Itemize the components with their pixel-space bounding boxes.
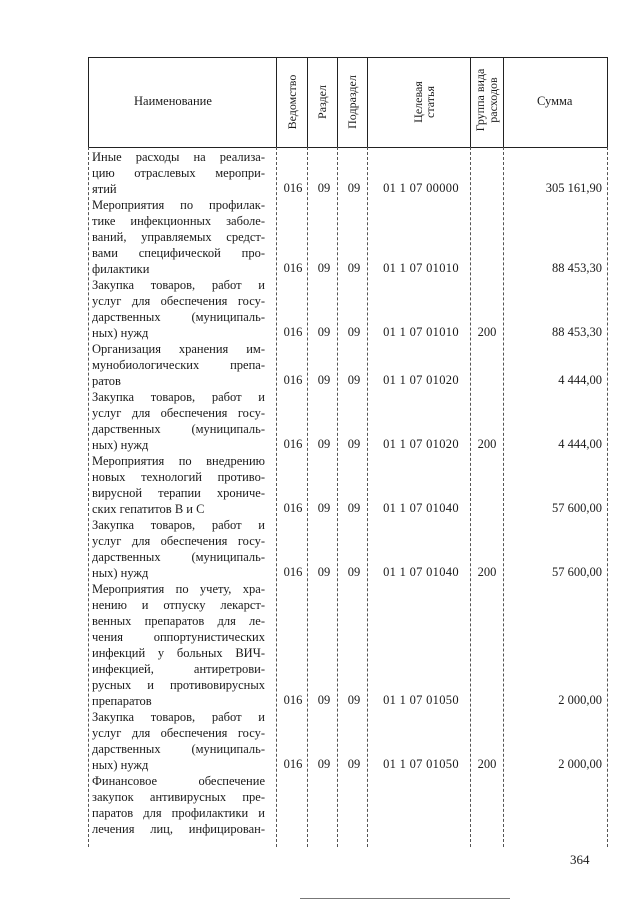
cell-gruppa: 200 (477, 325, 497, 339)
header-gruppa-line1: Группа вида (473, 68, 487, 132)
header-razdel: Раздел (315, 85, 329, 119)
row-name-line: мунобиологических препа- (92, 358, 265, 372)
row-name-line: нению и отпуску лекарст- (92, 598, 265, 612)
cell-podrazdel: 09 (347, 757, 361, 771)
cell-podrazdel: 09 (347, 437, 361, 451)
cell-celevaya: 01 1 07 01010 (383, 261, 459, 275)
cell-celevaya: 01 1 07 01050 (383, 693, 459, 707)
row-name-line: цию отраслевых меропри- (92, 166, 265, 180)
cell-podrazdel: 09 (347, 181, 361, 195)
row-name-line: Иные расходы на реализа- (92, 150, 265, 164)
cell-razdel: 09 (317, 693, 331, 707)
column-divider (307, 57, 308, 147)
row-name-line: ятий (92, 182, 117, 196)
cell-vedomstvo: 016 (283, 181, 303, 195)
cell-razdel: 09 (317, 181, 331, 195)
cell-summa: 88 453,30 (552, 261, 602, 275)
cell-razdel: 09 (317, 501, 331, 515)
column-divider (607, 57, 608, 147)
cell-razdel: 09 (317, 757, 331, 771)
column-divider (607, 147, 608, 847)
column-divider (276, 57, 277, 147)
row-name-line: лечения лиц, инфицирован- (92, 822, 265, 836)
cell-gruppa: 200 (477, 437, 497, 451)
row-name-line: услуг для обеспечения госу- (92, 534, 265, 548)
row-name-line: вами специфической про- (92, 246, 265, 260)
column-divider (367, 147, 368, 847)
row-name-line: новых технологий противо- (92, 470, 265, 484)
cell-celevaya: 01 1 07 01040 (383, 501, 459, 515)
cell-vedomstvo: 016 (283, 565, 303, 579)
cell-gruppa: 200 (477, 757, 497, 771)
cell-summa: 88 453,30 (552, 325, 602, 339)
row-name-line: вирусной терапии хрониче- (92, 486, 265, 500)
cell-razdel: 09 (317, 565, 331, 579)
column-divider (88, 57, 89, 147)
cell-vedomstvo: 016 (283, 693, 303, 707)
cell-razdel: 09 (317, 261, 331, 275)
column-divider (307, 147, 308, 847)
row-name-line: ных) нужд (92, 326, 149, 340)
cell-celevaya: 01 1 07 01050 (383, 757, 459, 771)
cell-podrazdel: 09 (347, 693, 361, 707)
row-name-line: ных) нужд (92, 758, 149, 772)
column-divider (337, 57, 338, 147)
cell-summa: 57 600,00 (552, 565, 602, 579)
row-name-line: дарственных (муниципаль- (92, 422, 265, 436)
cell-celevaya: 01 1 07 01020 (383, 373, 459, 387)
header-gruppa-line2: расходов (486, 77, 500, 123)
cell-vedomstvo: 016 (283, 501, 303, 515)
row-name-line: препаратов (92, 694, 152, 708)
row-name-line: Мероприятия по внедрению (92, 454, 265, 468)
header-celevaya-line2: статья (423, 86, 437, 118)
header-summa: Сумма (537, 94, 573, 108)
row-name-line: Финансовое обеспечение (92, 774, 265, 788)
cell-vedomstvo: 016 (283, 373, 303, 387)
cell-vedomstvo: 016 (283, 261, 303, 275)
row-name-line: услуг для обеспечения госу- (92, 406, 265, 420)
table-top-border (88, 57, 608, 58)
page-number: 364 (570, 852, 590, 867)
row-name-line: услуг для обеспечения госу- (92, 294, 265, 308)
row-name-line: Организация хранения им- (92, 342, 265, 356)
row-name-line: Мероприятия по профилак- (92, 198, 265, 212)
row-name-line: Закупка товаров, работ и (92, 390, 265, 404)
column-divider (88, 147, 89, 847)
row-name-line: Закупка товаров, работ и (92, 278, 265, 292)
row-name-line: венных препаратов для ле- (92, 614, 265, 628)
cell-razdel: 09 (317, 373, 331, 387)
header-podrazdel: Подраздел (345, 75, 359, 129)
row-name-line: чения оппортунистических (92, 630, 265, 644)
row-name-line: филактики (92, 262, 150, 276)
cell-summa: 2 000,00 (558, 757, 602, 771)
cell-celevaya: 01 1 07 00000 (383, 181, 459, 195)
cell-podrazdel: 09 (347, 373, 361, 387)
row-name-line: услуг для обеспечения госу- (92, 726, 265, 740)
cell-celevaya: 01 1 07 01020 (383, 437, 459, 451)
cell-gruppa: 200 (477, 565, 497, 579)
cell-vedomstvo: 016 (283, 325, 303, 339)
column-divider (337, 147, 338, 847)
row-name-line: паратов для профилактики и (92, 806, 265, 820)
row-name-line: ратов (92, 374, 121, 388)
row-name-line: ских гепатитов В и С (92, 502, 205, 516)
row-name-line: закупок антивирусных пре- (92, 790, 265, 804)
header-bottom-border (88, 147, 608, 148)
row-name-line: Мероприятия по учету, хра- (92, 582, 265, 596)
cell-summa: 57 600,00 (552, 501, 602, 515)
row-name-line: дарственных (муниципаль- (92, 310, 265, 324)
header-name: Наименование (134, 94, 212, 108)
row-name-line: дарственных (муниципаль- (92, 550, 265, 564)
cell-summa: 4 444,00 (558, 437, 602, 451)
column-divider (470, 147, 471, 847)
row-name-line: Закупка товаров, работ и (92, 710, 265, 724)
column-divider (367, 57, 368, 147)
row-name-line: тике инфекционных заболе- (92, 214, 265, 228)
column-divider (276, 147, 277, 847)
cell-summa: 2 000,00 (558, 693, 602, 707)
cell-summa: 305 161,90 (545, 181, 602, 195)
row-name-line: инфекций у больных ВИЧ- (92, 646, 265, 660)
cell-podrazdel: 09 (347, 325, 361, 339)
column-divider (470, 57, 471, 147)
bottom-edge-line (300, 898, 510, 899)
row-name-line: ных) нужд (92, 438, 149, 452)
cell-podrazdel: 09 (347, 261, 361, 275)
cell-razdel: 09 (317, 437, 331, 451)
row-name-line: дарственных (муниципаль- (92, 742, 265, 756)
column-divider (503, 57, 504, 147)
row-name-line: ваний, управляемых средст- (92, 230, 265, 244)
cell-celevaya: 01 1 07 01010 (383, 325, 459, 339)
row-name-line: инфекцией, антиретрови- (92, 662, 265, 676)
row-name-line: русных и противовирусных (92, 678, 265, 692)
cell-vedomstvo: 016 (283, 757, 303, 771)
cell-podrazdel: 09 (347, 565, 361, 579)
header-vedomstvo: Ведомство (285, 74, 299, 130)
column-divider (503, 147, 504, 847)
cell-podrazdel: 09 (347, 501, 361, 515)
row-name-line: ных) нужд (92, 566, 149, 580)
cell-vedomstvo: 016 (283, 437, 303, 451)
cell-razdel: 09 (317, 325, 331, 339)
cell-celevaya: 01 1 07 01040 (383, 565, 459, 579)
cell-summa: 4 444,00 (558, 373, 602, 387)
row-name-line: Закупка товаров, работ и (92, 518, 265, 532)
header-celevaya-line1: Целевая (411, 81, 425, 123)
